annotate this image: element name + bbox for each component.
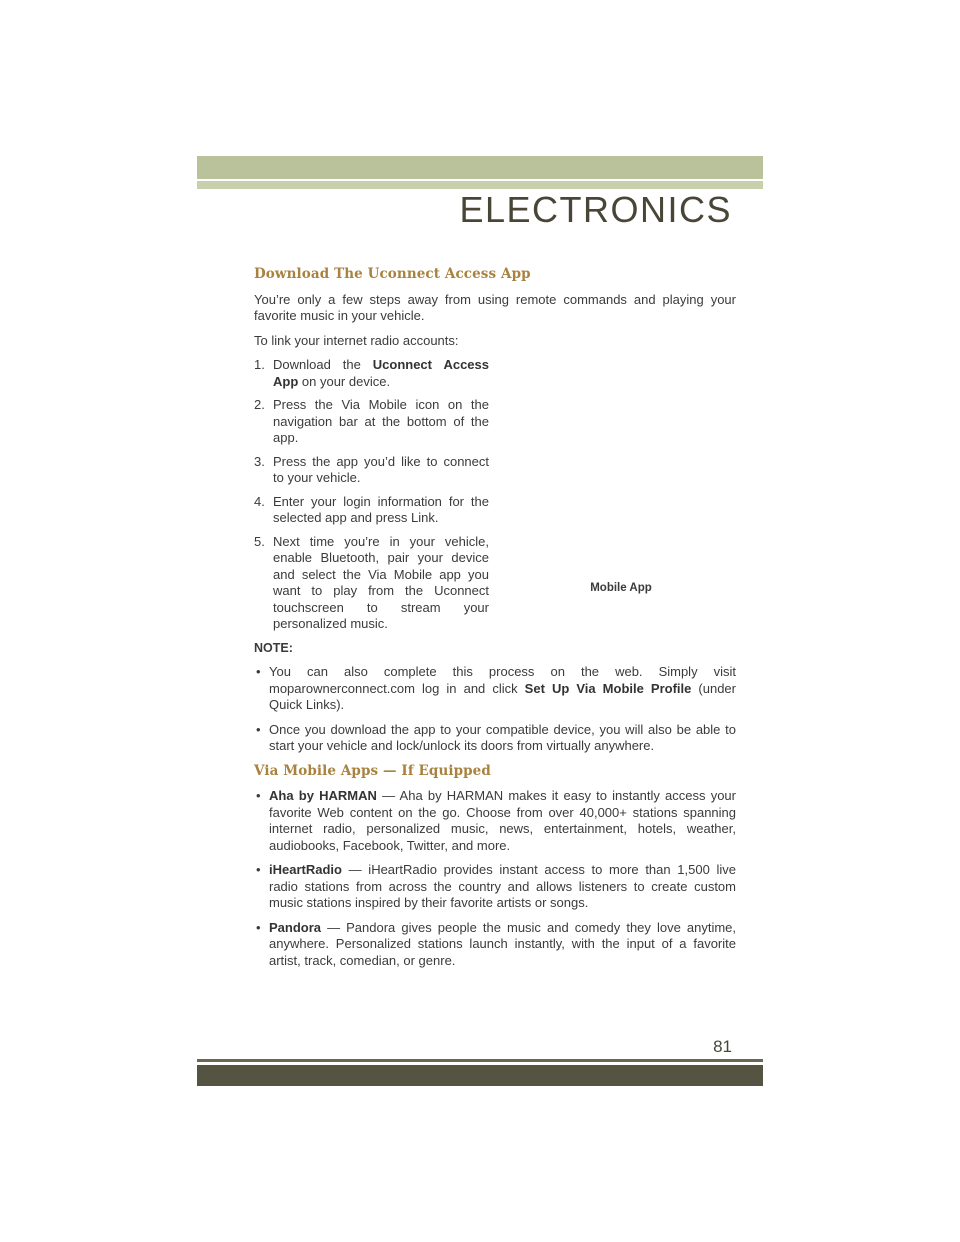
list-item xyxy=(254,664,736,714)
list-item xyxy=(254,397,489,447)
list-item xyxy=(254,862,736,912)
list-item xyxy=(254,494,489,527)
list-item xyxy=(254,534,489,633)
app-name: iHeartRadio xyxy=(269,862,342,877)
section-title: ELECTRONICS xyxy=(459,189,732,230)
step-text: Enter your login information for the selected app and press Link. xyxy=(273,493,489,525)
bullet-icon: • xyxy=(256,721,261,737)
list-item xyxy=(254,722,736,755)
footer-band xyxy=(197,1065,763,1086)
header-band xyxy=(197,156,763,179)
bullet-icon: • xyxy=(256,862,261,877)
download-heading: Download The Uconnect Access App xyxy=(254,266,531,282)
page-content xyxy=(254,266,736,977)
note-list xyxy=(254,664,736,755)
list-item xyxy=(254,357,489,390)
list-item xyxy=(254,454,489,487)
bullet-icon: • xyxy=(256,788,261,803)
via-mobile-heading: Via Mobile Apps — If Equipped xyxy=(254,762,491,779)
app-name: Aha by HARMAN xyxy=(269,788,377,803)
steps-with-figure xyxy=(254,357,736,633)
steps-list xyxy=(254,357,489,633)
mobile-app-figure xyxy=(506,357,736,602)
list-item xyxy=(254,788,736,854)
page-number: 81 xyxy=(713,1037,732,1056)
note-text: (under Quick Links). xyxy=(269,680,736,712)
list-item xyxy=(254,920,736,970)
figure-caption: Mobile App xyxy=(590,581,652,594)
app-description: — iHeartRadio provides instant access to more than 1,500 live radio stations from across the country and allows listeners to create custom music stations inspired by their favorite artists or songs. xyxy=(269,862,736,910)
bullet-icon: • xyxy=(256,664,261,679)
app-description: — Aha by HARMAN makes it easy to instantly access your favorite Web content on the go. Choose from over 40,000+ stations spanning internet radio, personalized music, news, entertainment, hotels, weather, audiobooks, Facebook, Twitter, and more. xyxy=(269,788,736,853)
bullet-icon: • xyxy=(256,919,261,935)
step-text: Next time you’re in your vehicle, enable Bluetooth, pair your device and select the Via Mobile app you want to play from the Uconnect touchscreen to stream your personalized music. xyxy=(273,533,489,631)
footer-rule xyxy=(197,1059,763,1062)
step-number: 4. xyxy=(254,493,265,509)
step-text: Press the app you’d like to connect to your vehicle. xyxy=(273,453,489,485)
via-mobile-list xyxy=(254,788,736,969)
note-text: You can also complete this process on the web. Simply visit moparownerconnect.com log in and click xyxy=(269,664,736,696)
note-link-label: Set Up Via Mobile Profile xyxy=(524,680,692,696)
download-intro: You’re only a few steps away from using remote commands and playing your favorite music in your vehicle. xyxy=(254,291,736,323)
link-intro: To link your internet radio accounts: xyxy=(254,332,459,348)
step-number: 5. xyxy=(254,533,265,549)
header-rule xyxy=(197,181,763,189)
note-label: NOTE: xyxy=(254,640,293,655)
note-text: Once you download the app to your compatible device, you will also be able to start your vehicle and lock/unlock its doors from virtually anywhere. xyxy=(269,721,736,753)
step-number: 1. xyxy=(254,357,265,372)
step-number: 3. xyxy=(254,453,265,469)
step-text: on your device. xyxy=(298,373,391,389)
app-description: — Pandora gives people the music and comedy they love anytime, anywhere. Personalized stations launch instantly, with the input of a favorite artist, track, comedian, or genre. xyxy=(269,919,736,968)
step-number: 2. xyxy=(254,397,265,412)
step-text: Press the Via Mobile icon on the navigation bar at the bottom of the app. xyxy=(273,397,489,445)
step-text: Download the xyxy=(273,357,373,372)
step-app-name: Uconnect Access App xyxy=(273,357,489,389)
app-name: Pandora xyxy=(269,919,322,935)
